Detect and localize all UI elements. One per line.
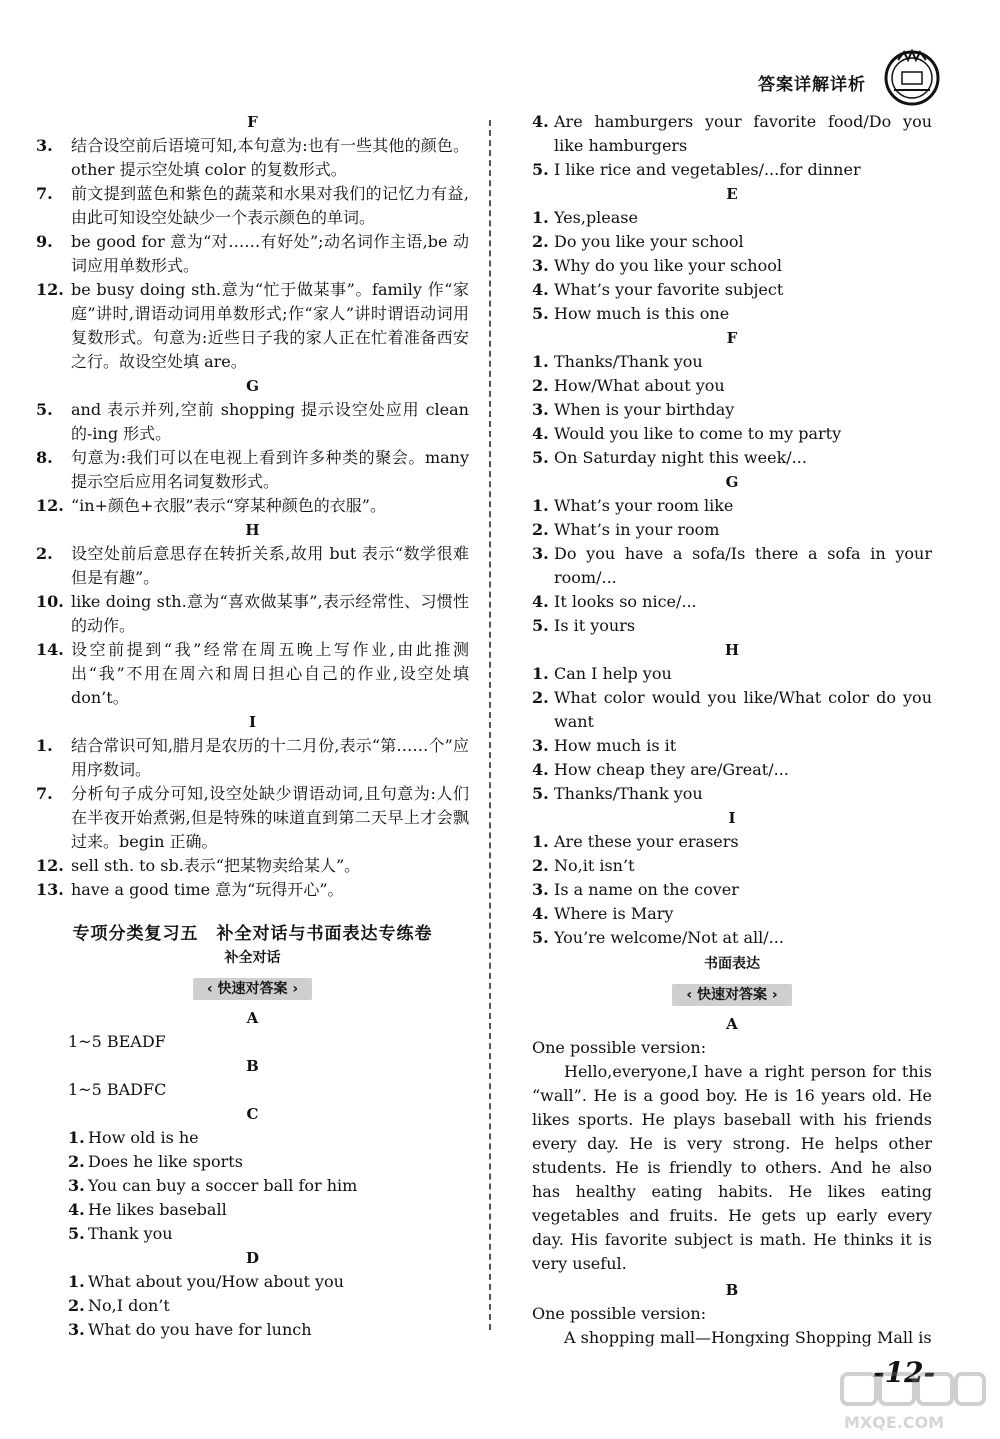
version-intro: One possible version: (532, 1304, 707, 1323)
section-heading: H (724, 641, 740, 659)
answer-item: 1. Are these your erasers (532, 832, 739, 851)
answer-item: 12. “in+颜色+衣服”表示“穿某种颜色的衣服”。 (36, 496, 386, 515)
answer-item: 1. Thanks/Thank you (532, 352, 703, 371)
left-column (36, 110, 469, 1342)
answer-item: 2. No,I don’t (68, 1296, 170, 1315)
header-title: 答案详解详析 (758, 75, 866, 95)
section-heading: B (246, 1057, 259, 1075)
section-heading: D (245, 1249, 259, 1267)
answer-item: 2. Do you like your school (532, 232, 744, 251)
section-heading: F (247, 113, 258, 131)
answer-line: 1~5 BEADF (68, 1032, 166, 1051)
answer-item: 12. be busy doing sth.意为“忙于做某事”。family 作“家庭”讲时,谓语动词用单数形式;作“家人”讲时谓语动词用复数形式。句意为:近些日子我的家人正在忙着准备西安之行。故设空处填 are。 (36, 280, 469, 371)
answer-item: 3. Do you have a sofa/Is there a sofa in your room/... (532, 544, 932, 587)
answer-item: 2. Does he like sports (68, 1152, 243, 1171)
section-g (36, 374, 469, 518)
right-column (532, 110, 932, 1350)
answer-item: 3. Is a name on the cover (532, 880, 739, 899)
section-title: 专项分类复习五 补全对话与书面表达专练卷 (72, 924, 433, 944)
answer-item: 12. sell sth. to sb.表示“把某物卖给某人”。 (36, 856, 361, 875)
page-number: -12- (873, 1356, 936, 1389)
answer-item: 5. On Saturday night this week/... (532, 448, 807, 467)
answer-item: 1. 结合常识可知,腊月是农历的十二月份,表示“第……个”应用序数词。 (36, 736, 469, 779)
answer-item: 4. How cheap they are/Great/... (532, 760, 789, 779)
answer-item: 4. He likes baseball (68, 1200, 227, 1219)
section-heading: I (728, 809, 736, 827)
answer-item: 7. 分析句子成分可知,设空处缺少谓语动词,且句意为:人们在半夜开始煮粥,但是特殊的味道直到第二天早上才会飘过来。begin 正确。 (36, 784, 469, 851)
essay-text: A shopping mall—Hongxing Shopping Mall is (564, 1328, 932, 1347)
answer-item: 2. What’s in your room (532, 520, 720, 539)
answer-item: 2. No,it isn’t (532, 856, 635, 875)
answer-item: 1. Yes,please (532, 208, 638, 227)
section-heading: F (726, 329, 738, 347)
answer-item: 4. Would you like to come to my party (532, 424, 842, 443)
answer-item: 5. How much is this one (532, 304, 730, 323)
section-heading: H (245, 521, 260, 539)
quick-answer-badge: ‹ 快速对答案 › (193, 978, 312, 1000)
section-f (36, 110, 469, 374)
answer-item: 3. What do you have for lunch (68, 1320, 312, 1339)
answer-item: 5. Is it yours (532, 616, 636, 635)
answer-item: 5. and 表示并列,空前 shopping 提示设空处应用 clean 的-ing 形式。 (36, 400, 469, 443)
answer-item: 5. Thank you (68, 1224, 173, 1243)
answer-item: 3. When is your birthday (532, 400, 735, 419)
svg-text:MXQE.COM: MXQE.COM (844, 1413, 945, 1432)
answer-item: 3. 结合设空前后语境可知,本句意为:也有一些其他的颜色。other 提示空处填 color 的复数形式。 (36, 136, 469, 179)
watermark-logo (838, 1368, 988, 1434)
subsection-title: 补全对话 (224, 950, 281, 966)
section-heading: E (726, 185, 738, 203)
quick-answer-badge: ‹ 快速对答案 › (672, 984, 791, 1006)
section-heading: I (248, 713, 257, 731)
answer-item: 2. How/What about you (532, 376, 725, 395)
answer-item: 5. Thanks/Thank you (532, 784, 703, 803)
section-heading: G (246, 377, 259, 395)
writing-title: 书面表达 (704, 956, 760, 972)
answer-item: 7. 前文提到蓝色和紫色的蔬菜和水果对我们的记忆力有益,由此可知设空处缺少一个表示颜色的单词。 (36, 184, 469, 227)
answer-item: 4. It looks so nice/... (532, 592, 697, 611)
answer-item: 1. Can I help you (532, 664, 672, 683)
column-divider (489, 120, 491, 1330)
answer-item: 1. What’s your room like (532, 496, 734, 515)
publisher-logo-icon (882, 48, 942, 108)
answer-item: 9. be good for 意为“对……有好处”;动名词作主语,be 动词应用单数形式。 (36, 232, 469, 275)
answer-item: 13. have a good time 意为“玩得开心”。 (36, 880, 344, 899)
answer-item: 3. You can buy a soccer ball for him (68, 1176, 358, 1195)
answer-item: 3. How much is it (532, 736, 677, 755)
section-heading: A (246, 1009, 259, 1027)
answer-item: 2. What color would you like/What color do you want (532, 688, 932, 731)
answer-item: 2. 设空处前后意思存在转折关系,故用 but 表示“数学很难但是有趣”。 (36, 544, 469, 587)
answer-item: 5. You’re welcome/Not at all/... (532, 928, 784, 947)
answer-item: 3. Why do you like your school (532, 256, 782, 275)
section-heading: G (725, 473, 739, 491)
answer-item: 4. Are hamburgers your favorite food/Do you like hamburgers (532, 112, 932, 155)
essay-text: Hello,everyone,I have a right person for this “wall”. He is a good boy. He is 16 years old. He likes sports. He plays baseball with his friends every day. He is very strong. He helps other students. He is friendly to others. And he also has healthy eating habits. He likes eating vegetables and fruits. He gets up early every day. His favorite subject is math. He thinks it is very useful. (532, 1062, 932, 1273)
section-heading: A (726, 1015, 738, 1033)
answer-item: 8. 句意为:我们可以在电视上看到许多种类的聚会。many 提示空后应用名词复数形式。 (36, 448, 469, 491)
answer-item: 1. What about you/How about you (68, 1272, 344, 1291)
answer-item: 14. 设空前提到“我”经常在周五晚上写作业,由此推测出“我”不用在周六和周日担心自己的作业,设空处填 don’t。 (36, 640, 469, 707)
answer-item: 4. What’s your favorite subject (532, 280, 784, 299)
section-h (36, 518, 469, 710)
section-i (36, 710, 469, 902)
section-heading: B (725, 1281, 739, 1299)
version-intro: One possible version: (532, 1038, 707, 1057)
answer-line: 1~5 BADFC (68, 1080, 167, 1099)
answer-item: 5. I like rice and vegetables/...for dinner (532, 160, 861, 179)
section-heading: C (246, 1105, 259, 1123)
answer-item: 10. like doing sth.意为“喜欢做某事”,表示经常性、习惯性的动作。 (36, 592, 469, 635)
answer-item: 1. How old is he (68, 1128, 199, 1147)
answer-item: 4. Where is Mary (532, 904, 674, 923)
